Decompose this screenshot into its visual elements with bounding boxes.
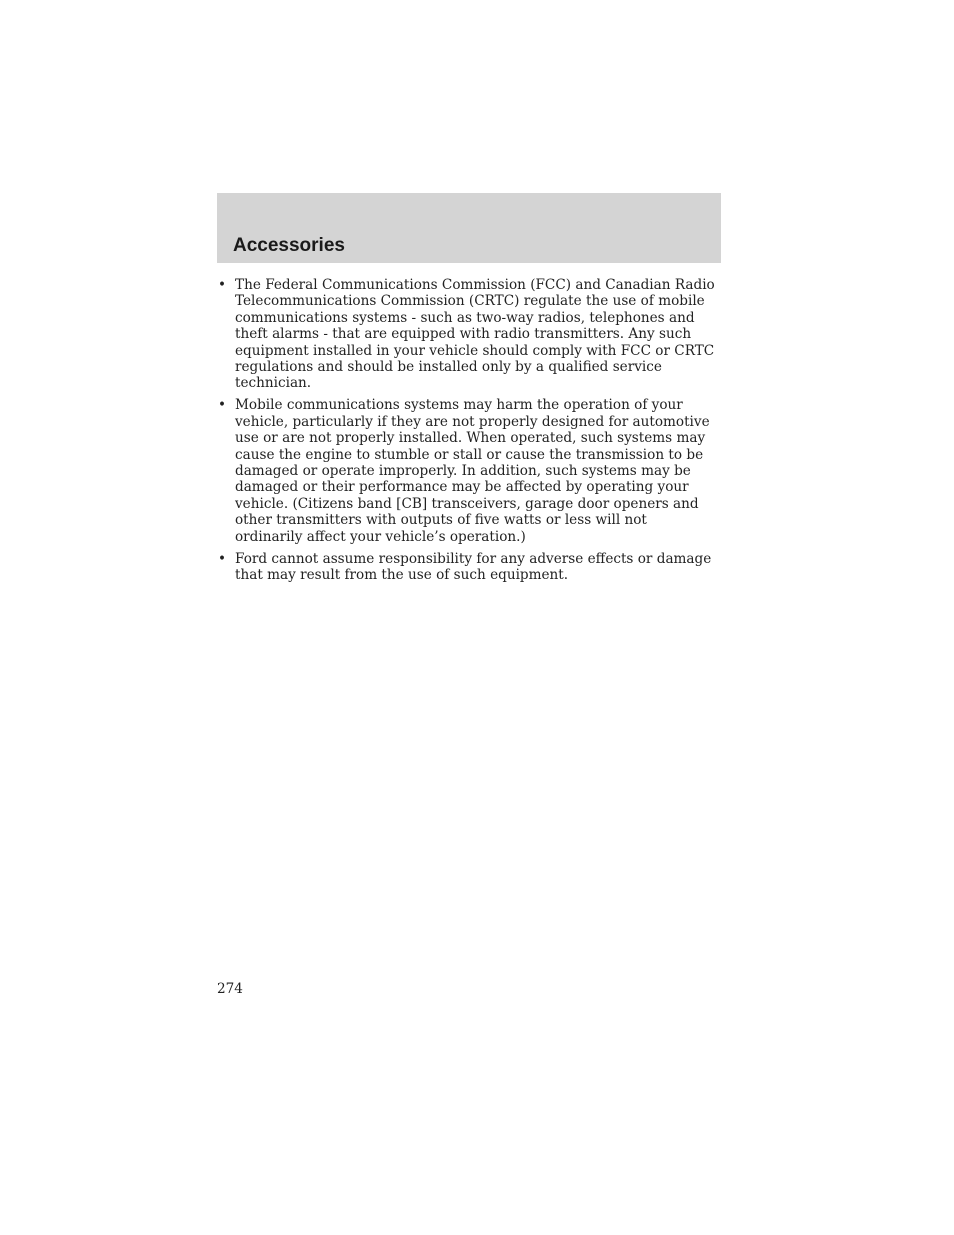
bullet-icon: • [218, 397, 227, 414]
list-item-text: Mobile communications systems may harm the operation of your vehicle, particularly if they are not properly designed for automotive use or are not properly installed. When operated, such systems may cause the engine to stumble or stall or cause the transmission to be damaged or operate improperly. In addition, such systems may be damaged or their performance may be affected by operating your vehicle. (Citizens band [CB] transceivers, garage door openers and other transmitters with outputs of five watts or less will not ordinarily affect your vehicle’s operation.) [235, 397, 710, 545]
bullet-icon: • [218, 277, 227, 293]
list-item [217, 277, 717, 392]
section-title: Accessories [233, 235, 345, 256]
list-item-text: The Federal Communications Commission (FCC) and Canadian Radio Telecommunications Commission (CRTC) regulate the use of mobile communications systems - such as two-way radios, telephones and theft alarms - that are equipped with radio transmitters. Any such equipment installed in your vehicle should comply with FCC or CRTC regulations and should be installed only by a qualified service technician. [235, 277, 715, 392]
bullet-list [217, 277, 717, 589]
list-item-text: Ford cannot assume responsibility for any adverse effects or damage that may result from the use of such equipment. [235, 550, 712, 583]
section-header-band [217, 193, 721, 263]
page-number: 274 [217, 981, 243, 997]
list-item [217, 551, 717, 584]
list-item [217, 397, 717, 545]
bullet-icon: • [218, 550, 227, 567]
